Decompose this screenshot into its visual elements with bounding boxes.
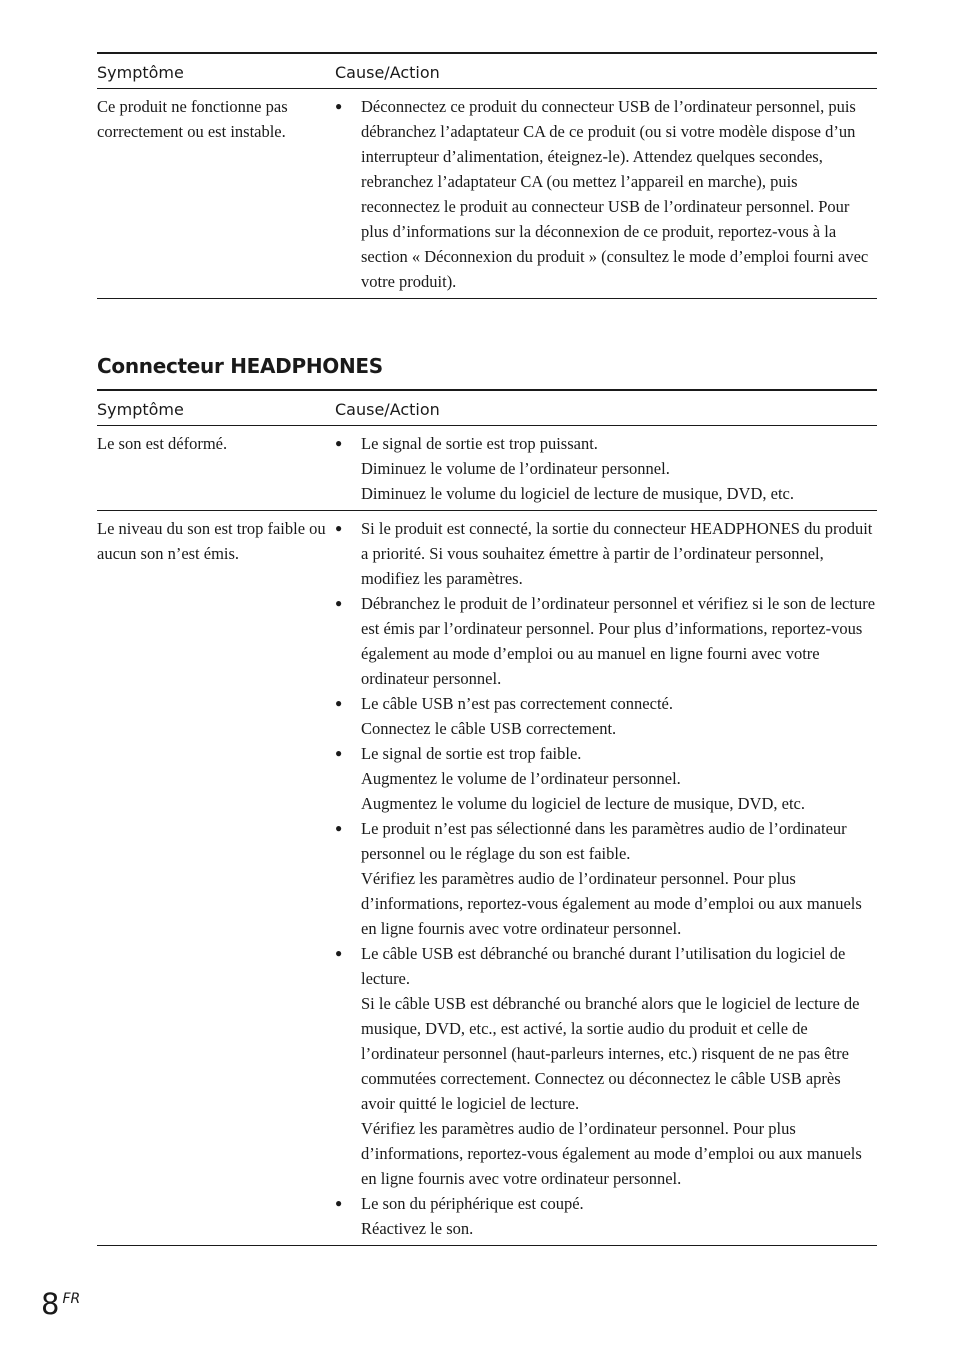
action-text: Déconnectez ce produit du connecteur USB de l’ordinateur personnel, puis débranchez l’adaptateur CA de ce produit (ou si votre modèle dispose d’un interrupteur d’alimentation, éteignez-le). Attendez quelques secondes, rebranchez l’adaptateur CA (ou mettez l’appareil en marche), puis reconnectez le produit au connecteur USB de l’ordinateur personnel. Pour plus d’informations sur la déconnexion de ce produit, reportez-vous à la section « Déconnexion du produit » (consultez le mode d’emploi fourni avec votre produit).	[361, 97, 869, 291]
action-text: Si le produit est connecté, la sortie du connecteur HEADPHONES du produit a priorité. Si vous souhaitez émettre à partir de l’ordinateur personnel, modifiez les paramètres.	[361, 519, 873, 588]
symptom-cell: Le niveau du son est trop faible ou aucun son n’est émis.	[97, 511, 335, 1246]
action-cell	[335, 511, 877, 1246]
symptom-cell: Le son est déformé.	[97, 426, 335, 511]
action-text: Le signal de sortie est trop puissant.	[361, 434, 598, 453]
table-headphones	[97, 389, 877, 1246]
action-list	[335, 431, 877, 506]
action-list-item	[335, 1191, 877, 1241]
symptom-column-header: Symptôme	[97, 390, 335, 426]
bullet-icon: ●	[335, 946, 343, 960]
action-text: Le son du périphérique est coupé.	[361, 1194, 584, 1213]
table-general	[97, 52, 877, 299]
action-text: Le signal de sortie est trop faible.	[361, 744, 582, 763]
table-body	[97, 426, 877, 1246]
action-list-item	[335, 741, 877, 816]
bullet-icon: ●	[335, 521, 343, 535]
action-text: Connectez le câble USB correctement.	[361, 719, 617, 738]
bullet-icon: ●	[335, 821, 343, 835]
action-text: Débranchez le produit de l’ordinateur personnel et vérifiez si le son de lecture est émis par l’ordinateur personnel. Pour plus d’informations, reportez-vous également au mode d’emploi ou au manuel en ligne fourni avec votre ordinateur personnel.	[361, 594, 876, 688]
action-column-header: Cause/Action	[335, 53, 877, 89]
bullet-icon: ●	[335, 436, 343, 450]
action-text: Augmentez le volume de l’ordinateur personnel.	[361, 769, 681, 788]
action-text: Le câble USB n’est pas correctement connecté.	[361, 694, 673, 713]
action-list-item	[335, 94, 877, 294]
table-row	[97, 89, 877, 299]
action-list-item	[335, 941, 877, 1191]
page-number-value: 8	[41, 1287, 60, 1321]
action-text: Diminuez le volume de l’ordinateur personnel.	[361, 459, 670, 478]
action-list	[335, 516, 877, 1241]
action-cell	[335, 426, 877, 511]
action-text: Vérifiez les paramètres audio de l’ordinateur personnel. Pour plus d’informations, reportez-vous également au mode d’emploi ou aux manuels en ligne fournis avec votre ordinateur personnel.	[361, 869, 862, 938]
action-list	[335, 94, 877, 294]
table-row	[97, 511, 877, 1246]
symptom-cell: Ce produit ne fonctionne pas correctement ou est instable.	[97, 89, 335, 299]
action-list-item	[335, 516, 877, 591]
table-body	[97, 89, 877, 299]
action-text: Le produit n’est pas sélectionné dans les paramètres audio de l’ordinateur personnel ou le réglage du son est faible.	[361, 819, 847, 863]
bullet-icon: ●	[335, 696, 343, 710]
table-row	[97, 426, 877, 511]
page-number	[41, 1287, 80, 1321]
troubleshooting-table-general	[97, 52, 877, 299]
action-text: Le câble USB est débranché ou branché durant l’utilisation du logiciel de lecture.	[361, 944, 846, 988]
action-text: Réactivez le son.	[361, 1219, 474, 1238]
action-text: Diminuez le volume du logiciel de lecture de musique, DVD, etc.	[361, 484, 794, 503]
action-text: Vérifiez les paramètres audio de l’ordinateur personnel. Pour plus d’informations, reportez-vous également au mode d’emploi ou aux manuels en ligne fournis avec votre ordinateur personnel.	[361, 1119, 862, 1188]
table-header-row	[97, 53, 877, 89]
symptom-column-header: Symptôme	[97, 53, 335, 89]
action-text: Si le câble USB est débranché ou branché alors que le logiciel de lecture de musique, DVD, etc., est activé, la sortie audio du produit et celle de l’ordinateur personnel (haut-parleurs internes, etc.) risquent de ne pas être commutées correctement. Connectez ou déconnectez le câble USB après avoir quitté le logiciel de lecture.	[361, 994, 860, 1113]
action-list-item	[335, 591, 877, 691]
table-header-row	[97, 390, 877, 426]
troubleshooting-table-headphones	[97, 389, 877, 1246]
language-code: FR	[62, 1291, 81, 1307]
bullet-icon: ●	[335, 99, 343, 113]
action-list-item	[335, 816, 877, 941]
action-cell	[335, 89, 877, 299]
bullet-icon: ●	[335, 746, 343, 760]
bullet-icon: ●	[335, 1196, 343, 1210]
section-title: Connecteur HEADPHONES	[97, 354, 383, 378]
action-list-item	[335, 691, 877, 741]
action-list-item	[335, 431, 877, 506]
action-text: Augmentez le volume du logiciel de lecture de musique, DVD, etc.	[361, 794, 805, 813]
action-column-header: Cause/Action	[335, 390, 877, 426]
bullet-icon: ●	[335, 596, 343, 610]
